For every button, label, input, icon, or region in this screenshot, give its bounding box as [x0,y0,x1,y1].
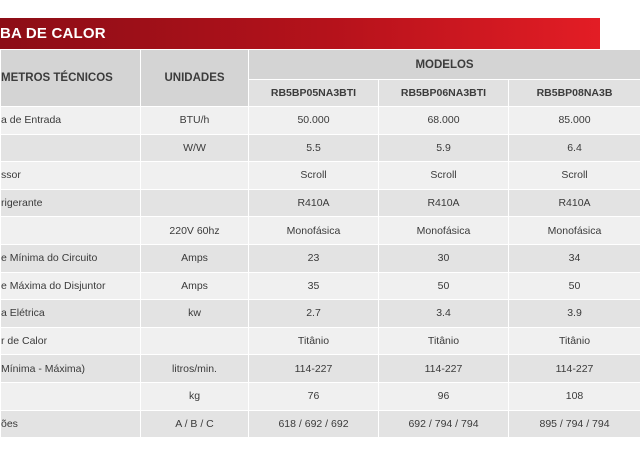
table-row [1,107,641,135]
param-cell: r de Calor [1,327,141,355]
model-2-value: Titânio [379,327,509,355]
table-row [1,244,641,272]
model-1-value: 35 [249,272,379,300]
header-units: UNIDADES [141,50,249,107]
unit-cell [141,189,249,217]
table-row [1,355,641,383]
param-cell: a Elétrica [1,300,141,328]
model-1-value: Scroll [249,162,379,190]
model-2-value: Monofásica [379,217,509,245]
table-row [1,410,641,438]
param-cell: Mínima - Máxima) [1,355,141,383]
model-2-value: 5.9 [379,134,509,162]
header-param: METROS TÉCNICOS [1,50,141,107]
model-1-value: 5.5 [249,134,379,162]
model-2-value: 96 [379,382,509,410]
table-row [1,162,641,190]
header-model-3: RB5BP08NA3B [509,80,641,107]
unit-cell [141,327,249,355]
model-3-value: R410A [509,189,641,217]
model-2-value: 68.000 [379,107,509,135]
header-model-1: RB5BP05NA3BTI [249,80,379,107]
model-3-value: 114-227 [509,355,641,383]
spec-table [0,49,641,438]
model-3-value: Titânio [509,327,641,355]
unit-cell: W/W [141,134,249,162]
model-3-value: 85.000 [509,107,641,135]
model-1-value: R410A [249,189,379,217]
model-3-value: Scroll [509,162,641,190]
unit-cell [141,162,249,190]
param-cell: e Máxima do Disjuntor [1,272,141,300]
model-1-value: 23 [249,244,379,272]
model-3-value: 108 [509,382,641,410]
param-cell: ssor [1,162,141,190]
param-cell [1,217,141,245]
model-3-value: 50 [509,272,641,300]
section-title: BA DE CALOR [0,18,600,49]
unit-cell: litros/min. [141,355,249,383]
unit-cell: A / B / C [141,410,249,438]
unit-cell: 220V 60hz [141,217,249,245]
model-3-value: 34 [509,244,641,272]
unit-cell: BTU/h [141,107,249,135]
table-row [1,189,641,217]
model-1-value: Titânio [249,327,379,355]
unit-cell: kw [141,300,249,328]
model-2-value: 692 / 794 / 794 [379,410,509,438]
param-cell: rigerante [1,189,141,217]
table-row [1,327,641,355]
param-cell: e Mínima do Circuito [1,244,141,272]
model-2-value: R410A [379,189,509,217]
table-row [1,272,641,300]
param-cell: a de Entrada [1,107,141,135]
header-models-group: MODELOS [249,50,641,80]
model-1-value: 50.000 [249,107,379,135]
model-2-value: 30 [379,244,509,272]
model-2-value: 3.4 [379,300,509,328]
model-1-value: 2.7 [249,300,379,328]
unit-cell: kg [141,382,249,410]
table-row [1,300,641,328]
unit-cell: Amps [141,272,249,300]
spec-table-body [1,107,641,438]
model-1-value: 114-227 [249,355,379,383]
model-3-value: 6.4 [509,134,641,162]
table-row [1,134,641,162]
model-3-value: 895 / 794 / 794 [509,410,641,438]
model-1-value: Monofásica [249,217,379,245]
table-row [1,217,641,245]
param-cell [1,382,141,410]
model-3-value: Monofásica [509,217,641,245]
model-1-value: 76 [249,382,379,410]
table-row [1,382,641,410]
model-1-value: 618 / 692 / 692 [249,410,379,438]
header-model-2: RB5BP06NA3BTI [379,80,509,107]
param-cell [1,134,141,162]
model-2-value: 50 [379,272,509,300]
param-cell: ões [1,410,141,438]
unit-cell: Amps [141,244,249,272]
model-3-value: 3.9 [509,300,641,328]
model-2-value: 114-227 [379,355,509,383]
model-2-value: Scroll [379,162,509,190]
